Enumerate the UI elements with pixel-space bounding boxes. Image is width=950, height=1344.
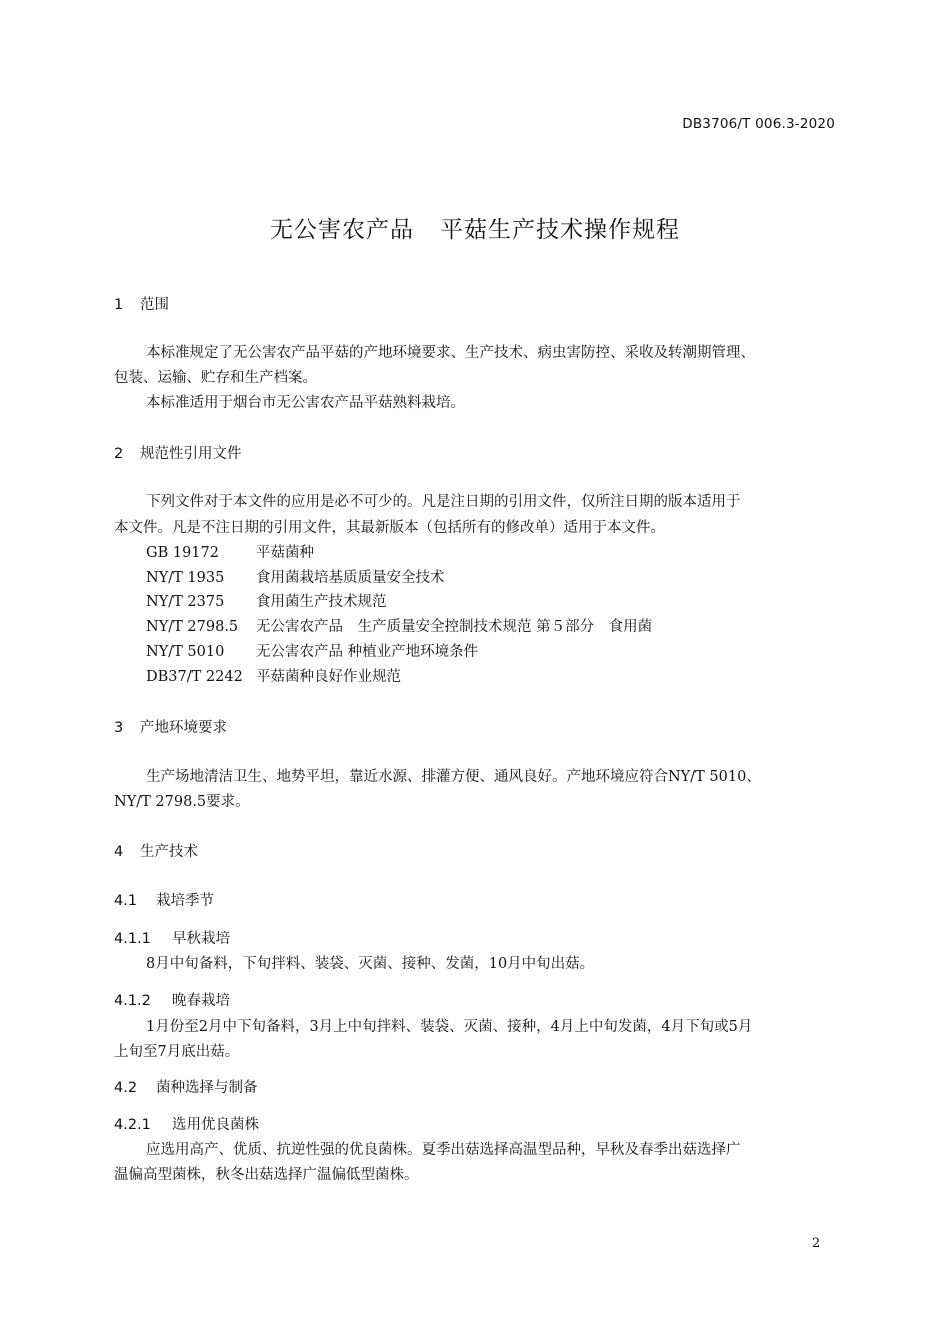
section-title: 栽培季节: [156, 893, 214, 909]
paragraph-line: 温偏高型菌株，秋冬出菇选择广温偏低型菌株。: [114, 1167, 419, 1183]
section-number: 4.2.1: [114, 1117, 151, 1133]
subsection-4-1-heading: [114, 889, 214, 910]
reference-item: [146, 541, 314, 562]
section-number: 2: [114, 446, 124, 462]
paragraph-line: 下列文件对于本文件的应用是必不可少的。凡是注日期的引用文件，仅所注日期的版本适用于: [146, 494, 741, 510]
page-number: 2: [812, 1236, 821, 1251]
reference-code: NY/T 5010: [146, 644, 225, 660]
paragraph-line: 本标准适用于烟台市无公害农产品平菇熟料栽培。: [146, 395, 465, 411]
subsection-4-1-1-heading: [114, 927, 230, 948]
section-3-heading: [114, 716, 227, 737]
section-number: 4: [114, 844, 124, 860]
section-title: 范围: [140, 297, 169, 313]
subsection-4-2-1-heading: [114, 1113, 259, 1134]
title-part-1: 无公害农产品: [270, 217, 414, 243]
section-title: 产地环境要求: [140, 720, 227, 736]
section-title: 选用优良菌株: [172, 1117, 259, 1133]
section-4-heading: [114, 840, 198, 861]
reference-title: 无公害农产品 种植业产地环境条件: [256, 644, 479, 660]
paragraph-line: 上旬至7月底出菇。: [114, 1044, 240, 1060]
reference-title: 平菇菌种: [256, 545, 314, 561]
reference-title: 食用菌生产技术规范: [256, 594, 387, 610]
reference-item: [146, 640, 478, 661]
section-title: 早秋栽培: [172, 931, 230, 947]
paragraph-line: 应选用高产、优质、抗逆性强的优良菌株。夏季出菇选择高温型品种，早秋及春季出菇选择广: [146, 1142, 741, 1158]
reference-code: GB 19172: [146, 545, 219, 561]
section-number: 4.1.1: [114, 931, 151, 947]
paragraph-line: 8月中旬备料，下旬拌料、装袋、灭菌、接种、发菌，10月中旬出菇。: [146, 956, 595, 972]
reference-code: NY/T 2375: [146, 594, 225, 610]
section-title: 规范性引用文件: [140, 446, 242, 462]
paragraph-line: 本文件。凡是不注日期的引用文件，其最新版本（包括所有的修改单）适用于本文件。: [114, 520, 665, 536]
section-number: 1: [114, 297, 124, 313]
reference-item: [146, 566, 445, 587]
reference-code: NY/T 2798.5: [146, 619, 239, 635]
reference-title: 无公害农产品 生产质量安全控制技术规范 第５部分 食用菌: [256, 619, 653, 635]
subsection-4-1-2-heading: [114, 989, 230, 1010]
section-title: 菌种选择与制备: [156, 1080, 258, 1096]
document-title: [0, 211, 950, 244]
section-number: 4.2: [114, 1080, 138, 1096]
reference-code: NY/T 1935: [146, 570, 225, 586]
paragraph-line: 1月份至2月中下旬备料，3月上中旬拌料、装袋、灭菌、接种，4月上中旬发菌，4月下旬或5月: [146, 1019, 753, 1035]
section-2-heading: [114, 442, 242, 463]
paragraph-line: 包装、运输、贮存和生产档案。: [114, 370, 317, 386]
section-title: 晚春栽培: [172, 993, 230, 1009]
reference-title: 平菇菌种良好作业规范: [256, 669, 401, 685]
section-number: 3: [114, 720, 124, 736]
reference-item: [146, 590, 387, 611]
section-number: 4.1.2: [114, 993, 151, 1009]
reference-item: [146, 615, 652, 636]
section-title: 生产技术: [140, 844, 198, 860]
section-number: 4.1: [114, 893, 138, 909]
paragraph-line: 生产场地清洁卫生、地势平坦，靠近水源、排灌方便、通风良好。产地环境应符合NY/T 5010、: [146, 769, 761, 785]
standard-code: DB3706/T 006.3-2020: [682, 116, 835, 132]
reference-item: [146, 665, 401, 686]
reference-code: DB37/T 2242: [146, 669, 243, 685]
reference-title: 食用菌栽培基质质量安全技术: [256, 570, 445, 586]
paragraph-line: NY/T 2798.5要求。: [114, 794, 250, 810]
subsection-4-2-heading: [114, 1076, 258, 1097]
paragraph-line: 本标准规定了无公害农产品平菇的产地环境要求、生产技术、病虫害防控、采收及转潮期管理、: [146, 345, 755, 361]
title-part-2: 平菇生产技术操作规程: [440, 217, 680, 243]
section-1-heading: [114, 293, 169, 314]
